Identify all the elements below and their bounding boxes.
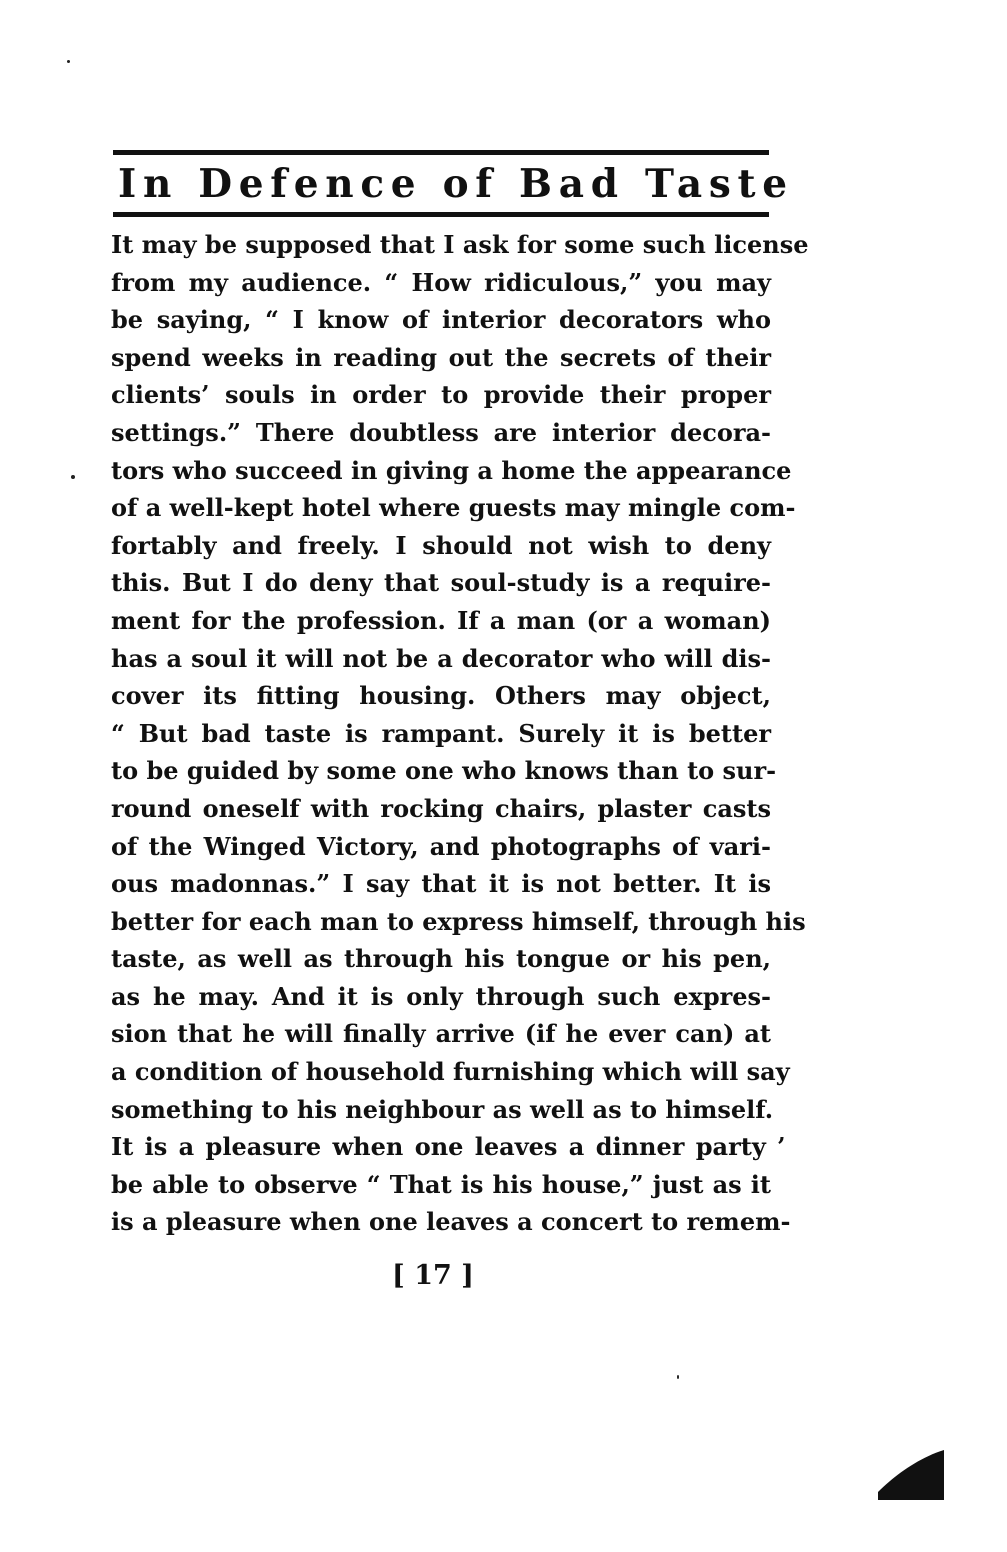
text-line: ous madonnas.” I say that it is not better. It is <box>111 869 771 899</box>
text-line: be able to observe “ That is his house,” just as it <box>111 1169 771 1199</box>
header-rule-top <box>113 150 769 155</box>
text-line: sion that he will finally arrive (if he ever can) at <box>111 1019 771 1049</box>
text-line: is a pleasure when one leaves a concert to remem- <box>111 1207 791 1237</box>
text-line: taste, as well as through his tongue or his pen, <box>111 944 771 974</box>
text-line: this. But I do deny that soul-study is a require- <box>111 568 771 598</box>
text-line: ment for the profession. If a man (or a woman) <box>111 605 771 635</box>
text-line: tors who succeed in giving a home the appearance <box>111 455 792 485</box>
text-line: It may be supposed that I ask for some such license <box>111 230 809 259</box>
text-line: settings.” There doubtless are interior decora- <box>111 417 771 447</box>
text-line: of a well-kept hotel where guests may mingle com- <box>111 493 796 523</box>
running-head: In Defence of Bad Taste <box>118 161 794 207</box>
text-line: “ But bad taste is rampant. Surely it is better <box>111 718 771 748</box>
scan-speck <box>67 60 70 63</box>
text-line: as he may. And it is only through such expres- <box>111 981 771 1011</box>
header-rule-bottom <box>113 212 769 217</box>
page-number: [ 17 ] <box>392 1260 474 1291</box>
text-line: It is a pleasure when one leaves a dinner party ’ <box>111 1132 786 1162</box>
body-text <box>111 226 809 1241</box>
text-line: clients’ souls in order to provide their proper <box>111 380 771 410</box>
text-line: something to his neighbour as well as to himself. <box>111 1094 774 1124</box>
text-line: a condition of household furnishing which will say <box>111 1057 790 1087</box>
page-corner-mark <box>876 1448 946 1500</box>
text-line: spend weeks in reading out the secrets of their <box>111 342 771 372</box>
text-line: of the Winged Victory, and photographs of vari- <box>111 831 771 861</box>
text-line: has a soul it will not be a decorator who will dis- <box>111 643 771 673</box>
text-line: from my audience. “ How ridiculous,” you may <box>111 267 771 297</box>
text-line: cover its fitting housing. Others may object, <box>111 681 771 711</box>
text-line: fortably and freely. I should not wish to deny <box>111 530 771 560</box>
text-line: be saying, “ I know of interior decorators who <box>111 305 771 335</box>
scan-speck <box>677 1375 679 1379</box>
text-line: better for each man to express himself, through his <box>111 906 806 936</box>
text-line: round oneself with rocking chairs, plaster casts <box>111 793 771 823</box>
text-line: to be guided by some one who knows than to sur- <box>111 756 777 786</box>
scan-speck <box>71 475 75 479</box>
